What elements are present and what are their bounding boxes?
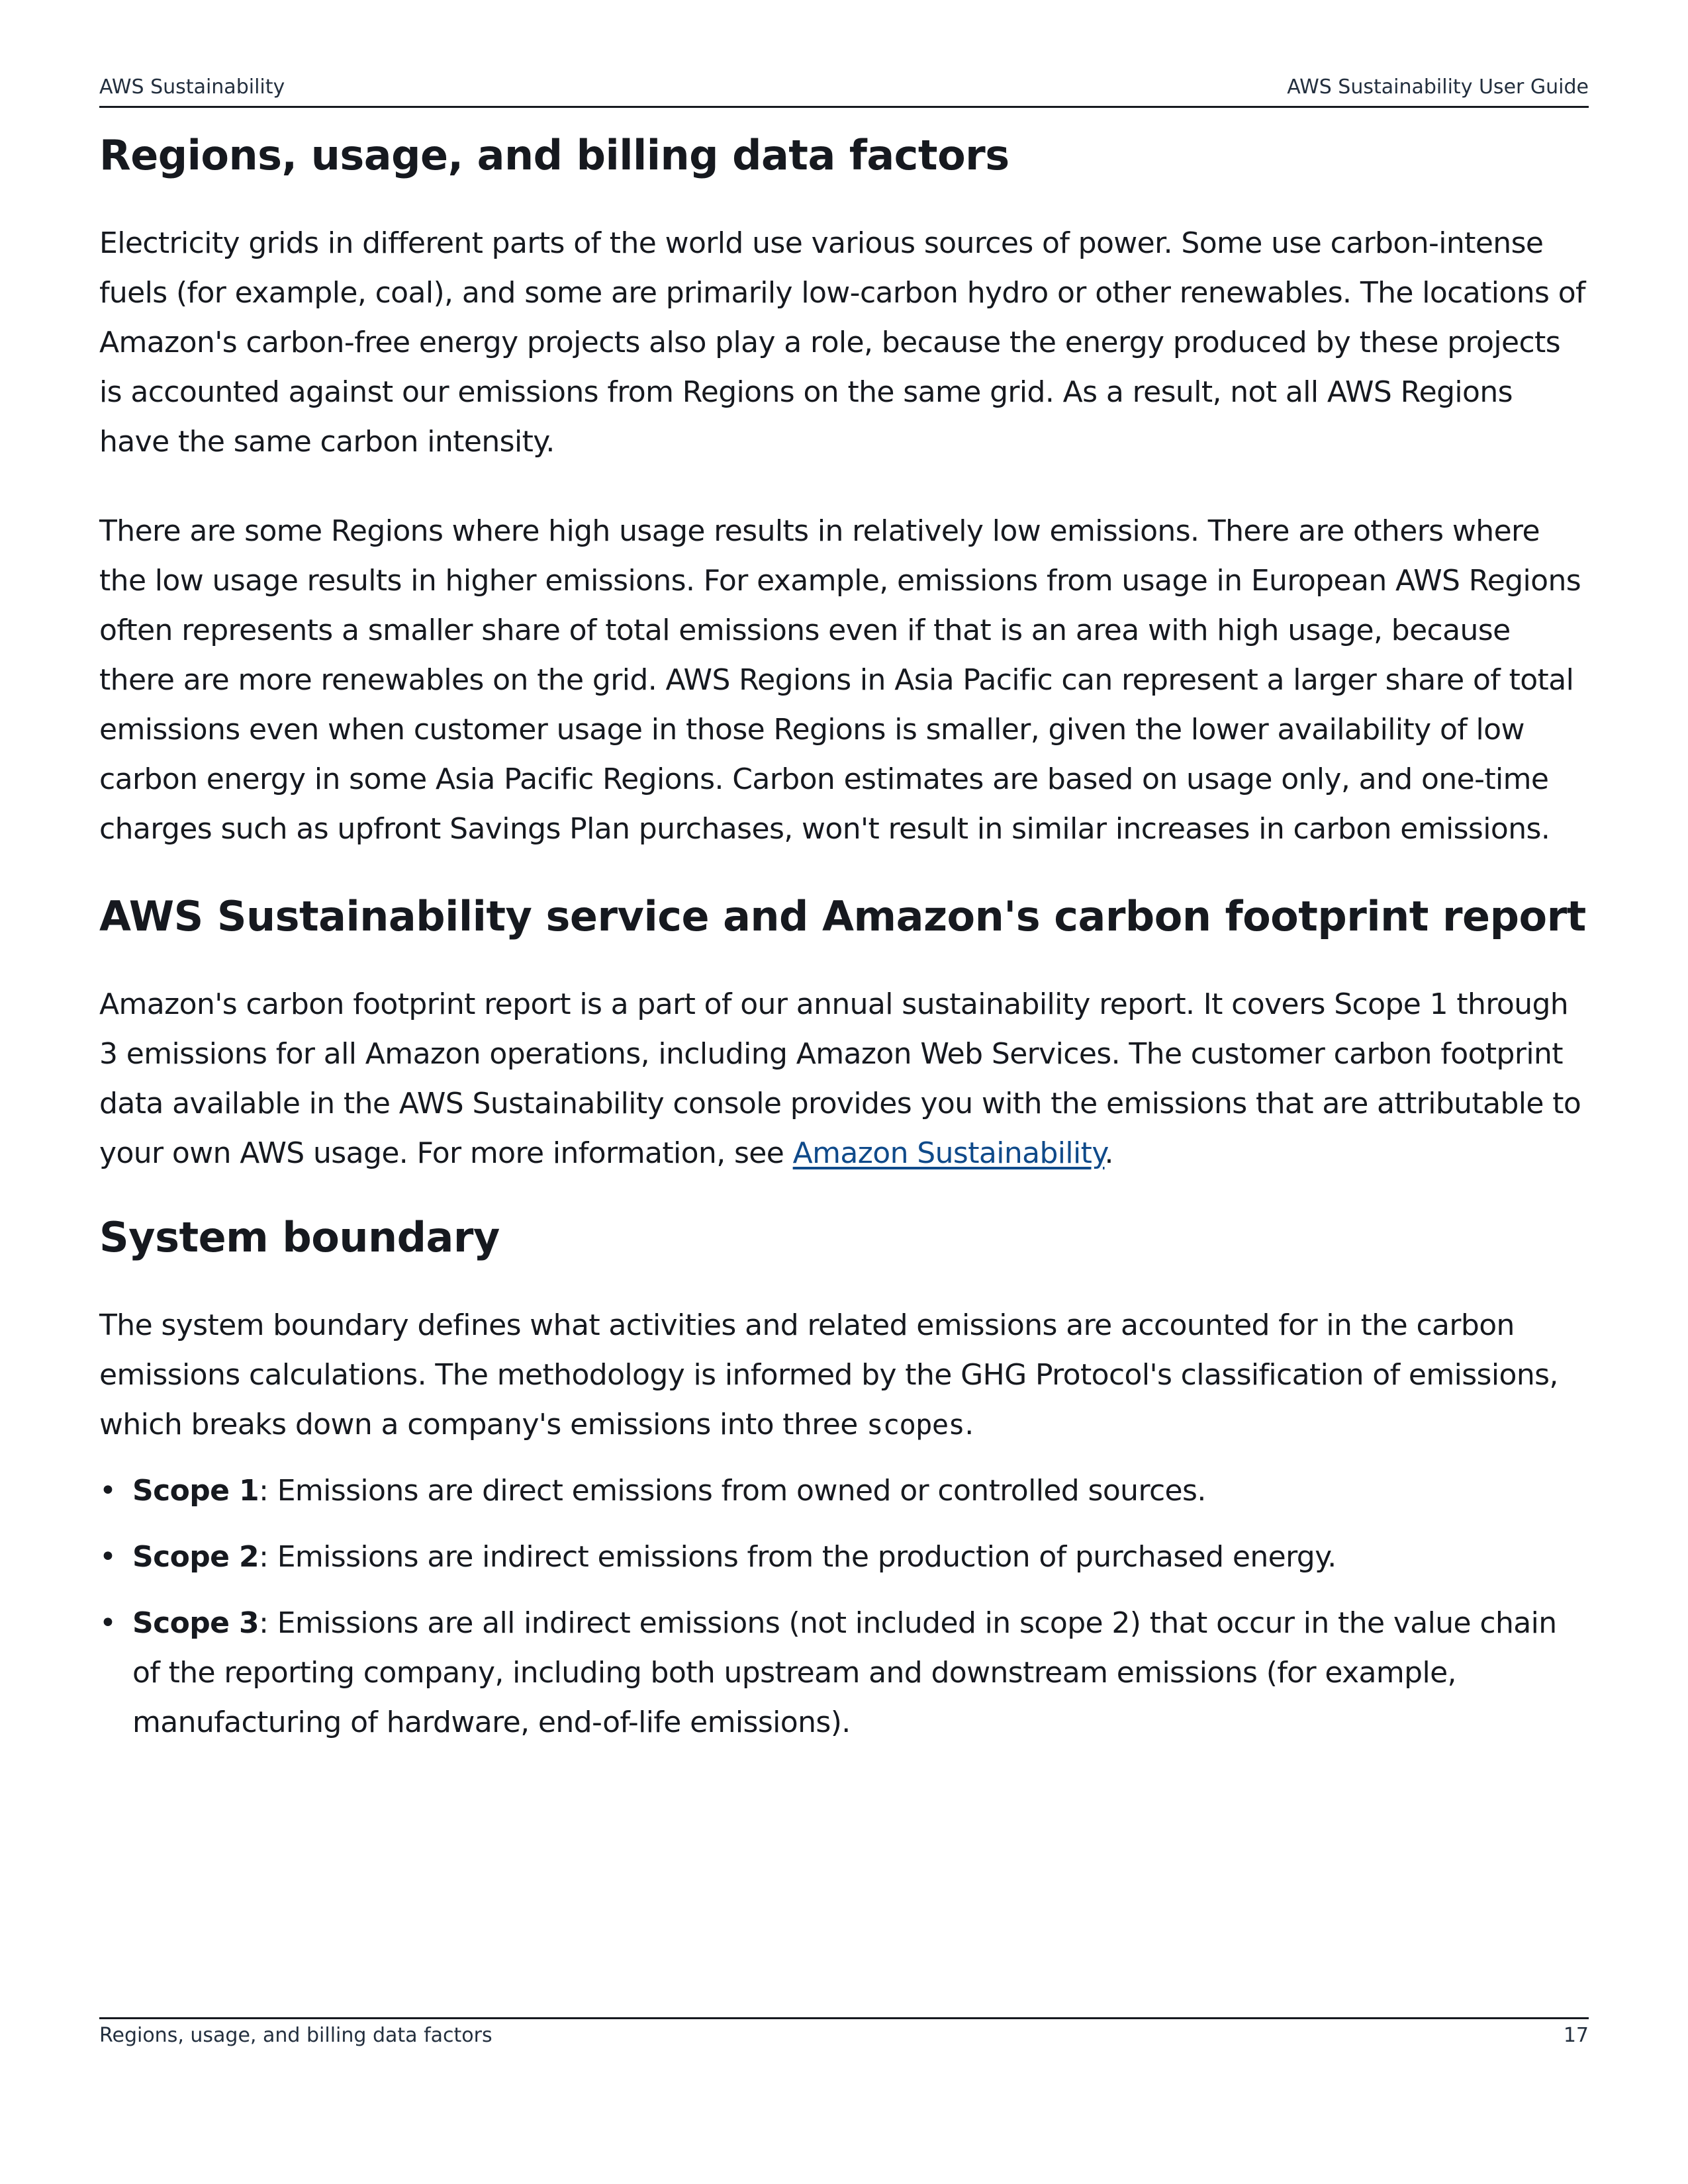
paragraph-end-punctuation: .: [964, 1408, 974, 1441]
scope-label: Scope 3: [132, 1606, 259, 1640]
running-footer: [99, 2023, 1589, 2049]
paragraph-end-punctuation: .: [1104, 1136, 1113, 1170]
paragraph-text: Amazon's carbon footprint report is a part of our annual sustainability report. It covers Scope 1 through 3 emissions for all Amazon operations, including Amazon Web Services. The customer carbon footprint data available in the AWS Sustainability console provides you with the emissions that are attributable to your own AWS usage. For more information, see: [99, 987, 1581, 1170]
bullet-icon: •: [99, 1606, 117, 1640]
footer-divider: [99, 2017, 1589, 2019]
scope-description: : Emissions are all indirect emissions (not included in scope 2) that occur in the value chain of the reporting company, including both upstream and downstream emissions (for example, manufacturing of hardware, end-of-life emissions).: [132, 1606, 1557, 1739]
scopes-list: [99, 1466, 1589, 1747]
scope-description: : Emissions are direct emissions from owned or controlled sources.: [259, 1474, 1206, 1508]
section-heading-carbon-footprint-report: AWS Sustainability service and Amazon's carbon footprint report: [99, 892, 1586, 940]
section-heading-system-boundary: System boundary: [99, 1213, 500, 1261]
document-page: [99, 0, 1589, 2184]
running-header: [99, 74, 1589, 101]
scope-label: Scope 2: [132, 1540, 259, 1574]
header-guide-title: AWS Sustainability User Guide: [1287, 75, 1589, 99]
section-heading-regions: Regions, usage, and billing data factors: [99, 131, 1009, 179]
header-doc-title: AWS Sustainability: [99, 75, 285, 99]
paragraph-carbon-footprint-report: [99, 979, 1589, 1178]
page-number: 17: [1563, 2024, 1589, 2047]
list-item: [99, 1598, 1589, 1747]
amazon-sustainability-link[interactable]: Amazon Sustainability: [792, 1136, 1105, 1170]
footer-section-title: Regions, usage, and billing data factors: [99, 2024, 492, 2047]
scope-description: : Emissions are indirect emissions from the production of purchased energy.: [259, 1540, 1336, 1574]
paragraph-text: The system boundary defines what activities and related emissions are accounted for in the carbon emissions calculations. The methodology is informed by the GHG Protocol's classification of emissions, which breaks down a company's emissions into three: [99, 1308, 1558, 1441]
list-item: [99, 1466, 1589, 1516]
header-divider: [99, 106, 1589, 108]
list-item: [99, 1532, 1589, 1582]
paragraph-system-boundary: [99, 1300, 1589, 1449]
scope-label: Scope 1: [132, 1474, 259, 1508]
page-content: [99, 126, 1589, 1764]
bullet-icon: •: [99, 1474, 117, 1508]
paragraph-electricity-grids: Electricity grids in different parts of the world use various sources of power. Some use carbon-intense fuels (for example, coal), and some are primarily low-carbon hydro or other renewables. The locations of Amazon's carbon-free energy projects also play a role, because the energy produced by these projects is accounted against our emissions from Regions on the same grid. As a result, not all AWS Regions have the same carbon intensity.: [99, 226, 1585, 459]
inline-code-scopes: scopes: [867, 1408, 965, 1441]
bullet-icon: •: [99, 1540, 117, 1574]
paragraph-regions-usage: There are some Regions where high usage results in relatively low emissions. There are others where the low usage results in higher emissions. For example, emissions from usage in European AWS Regions often represents a smaller share of total emissions even if that is an area with high usage, because there are more renewables on the grid. AWS Regions in Asia Pacific can represent a larger share of total emissions even when customer usage in those Regions is smaller, given the lower availability of low carbon energy in some Asia Pacific Regions. Carbon estimates are based on usage only, and one-time charges such as upfront Savings Plan purchases, won't result in similar increases in carbon emissions.: [99, 514, 1581, 846]
